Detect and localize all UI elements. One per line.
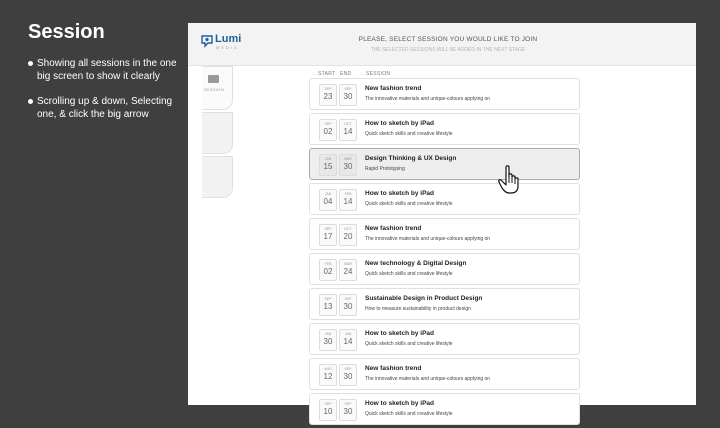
session-title: How to sketch by iPad [365, 400, 434, 407]
session-row[interactable] [309, 358, 580, 390]
session-row[interactable] [309, 78, 580, 110]
column-header-start: START [318, 71, 336, 77]
start-month: SEP [324, 402, 332, 406]
start-day: 12 [323, 372, 333, 381]
logo-subtitle: MEDIA [216, 45, 239, 50]
start-month: SEP [324, 122, 332, 126]
bullet-item: Scrolling up & down, Selecting one, & click the big arrow [28, 95, 178, 121]
start-date [319, 224, 337, 246]
end-date [339, 329, 357, 351]
end-month: SEP [344, 297, 352, 301]
session-description: How to measure sustainability in product design [365, 306, 471, 312]
end-date [339, 154, 357, 176]
end-month: OCT [344, 122, 352, 126]
start-date [319, 84, 337, 106]
top-bar [188, 23, 696, 66]
start-date [319, 294, 337, 316]
start-day: 04 [323, 197, 333, 206]
end-month: MAR [344, 262, 352, 266]
end-month: FEB [344, 192, 352, 196]
start-month: JAN [324, 157, 332, 161]
session-row[interactable] [309, 393, 580, 425]
session-description: Quick sketch skills and creative lifestyle [365, 131, 453, 137]
start-month: SEP [324, 87, 332, 91]
start-month: JAN [324, 332, 332, 336]
start-day: 02 [323, 267, 333, 276]
session-row[interactable] [309, 113, 580, 145]
start-date [319, 399, 337, 421]
start-day: 17 [323, 232, 333, 241]
session-row[interactable] [309, 288, 580, 320]
session-row[interactable] [309, 183, 580, 215]
end-date [339, 399, 357, 421]
session-title: Sustainable Design in Product Design [365, 295, 483, 302]
session-description: Quick sketch skills and creative lifestyle [365, 201, 453, 207]
heading-subtitle: THE SELECTED SESSIONS WILL BE ADDED IN THE NEXT STAGE [370, 47, 526, 53]
column-header-end: END [340, 71, 352, 77]
tab-2[interactable] [202, 112, 233, 154]
end-day: 30 [343, 92, 353, 101]
end-day: 30 [343, 162, 353, 171]
end-month: OCT [344, 227, 352, 231]
end-month: SEP [344, 402, 352, 406]
end-month: MAR [344, 157, 352, 161]
session-title: New fashion trend [365, 365, 422, 372]
page-heading [358, 36, 538, 53]
column-header-session: SESSION [366, 71, 391, 77]
end-day: 30 [343, 407, 353, 416]
end-date [339, 189, 357, 211]
start-date [319, 364, 337, 386]
end-day: 30 [343, 302, 353, 311]
session-row[interactable] [309, 253, 580, 285]
session-title: How to sketch by iPad [365, 330, 434, 337]
start-day: 15 [323, 162, 333, 171]
start-day: 23 [323, 92, 333, 101]
session-title: New fashion trend [365, 85, 422, 92]
hand-pointer-icon [498, 165, 524, 195]
end-month: SEP [344, 87, 352, 91]
end-day: 14 [343, 127, 353, 136]
session-description: The innovative materials and unique-colours applying on [365, 376, 491, 382]
tab-3[interactable] [202, 156, 233, 198]
start-day: 10 [323, 407, 333, 416]
end-date [339, 119, 357, 141]
start-month: SEP [324, 297, 332, 301]
tab-label: SESSION [204, 87, 224, 92]
start-date [319, 329, 337, 351]
lumi-logo-icon [200, 34, 214, 48]
end-date [339, 84, 357, 106]
end-day: 14 [343, 197, 353, 206]
tab-session[interactable] [202, 66, 233, 110]
session-description: Rapid Prototyping [365, 166, 405, 172]
start-date [319, 154, 337, 176]
bullet-item: Showing all sessions in the one big screen to show it clearly [28, 57, 178, 83]
end-date [339, 224, 357, 246]
session-description: The innovative materials and unique-colours applying on [365, 96, 491, 102]
end-date [339, 364, 357, 386]
session-description: Quick sketch skills and creative lifestyle [365, 341, 453, 347]
session-row[interactable] [309, 218, 580, 250]
session-list [309, 78, 580, 428]
folder-icon [208, 75, 219, 83]
start-month: JAN [324, 192, 332, 196]
start-date [319, 259, 337, 281]
session-title: How to sketch by iPad [365, 190, 434, 197]
app-screen [188, 23, 696, 417]
end-month: SEP [344, 367, 352, 371]
end-date [339, 259, 357, 281]
session-row[interactable] [309, 148, 580, 180]
session-title: How to sketch by iPad [365, 120, 434, 127]
session-row[interactable] [309, 323, 580, 355]
start-month: AUG [324, 367, 332, 371]
session-title: Design Thinking & UX Design [365, 155, 457, 162]
start-day: 30 [323, 337, 333, 346]
heading-title: PLEASE, SELECT SESSION YOU WOULD LIKE TO JOIN [358, 36, 538, 43]
session-title: New technology & Digital Design [365, 260, 467, 267]
end-day: 20 [343, 232, 353, 241]
slide-bullets [28, 57, 178, 133]
session-title: New fashion trend [365, 225, 422, 232]
slide-title: Session [28, 21, 105, 43]
start-day: 02 [323, 127, 333, 136]
end-day: 14 [343, 337, 353, 346]
end-day: 30 [343, 372, 353, 381]
end-date [339, 294, 357, 316]
start-day: 13 [323, 302, 333, 311]
start-month: SEP [324, 227, 332, 231]
start-date [319, 189, 337, 211]
session-description: Quick sketch skills and creative lifestyle [365, 411, 453, 417]
start-date [319, 119, 337, 141]
end-day: 24 [343, 267, 353, 276]
session-description: Quick sketch skills and creative lifestyle [365, 271, 453, 277]
session-description: The innovative materials and unique-colours applying on [365, 236, 491, 242]
logo-name: Lumi [215, 33, 242, 45]
start-month: FEB [324, 262, 332, 266]
side-tabs [202, 66, 232, 200]
end-month: JAN [344, 332, 352, 336]
